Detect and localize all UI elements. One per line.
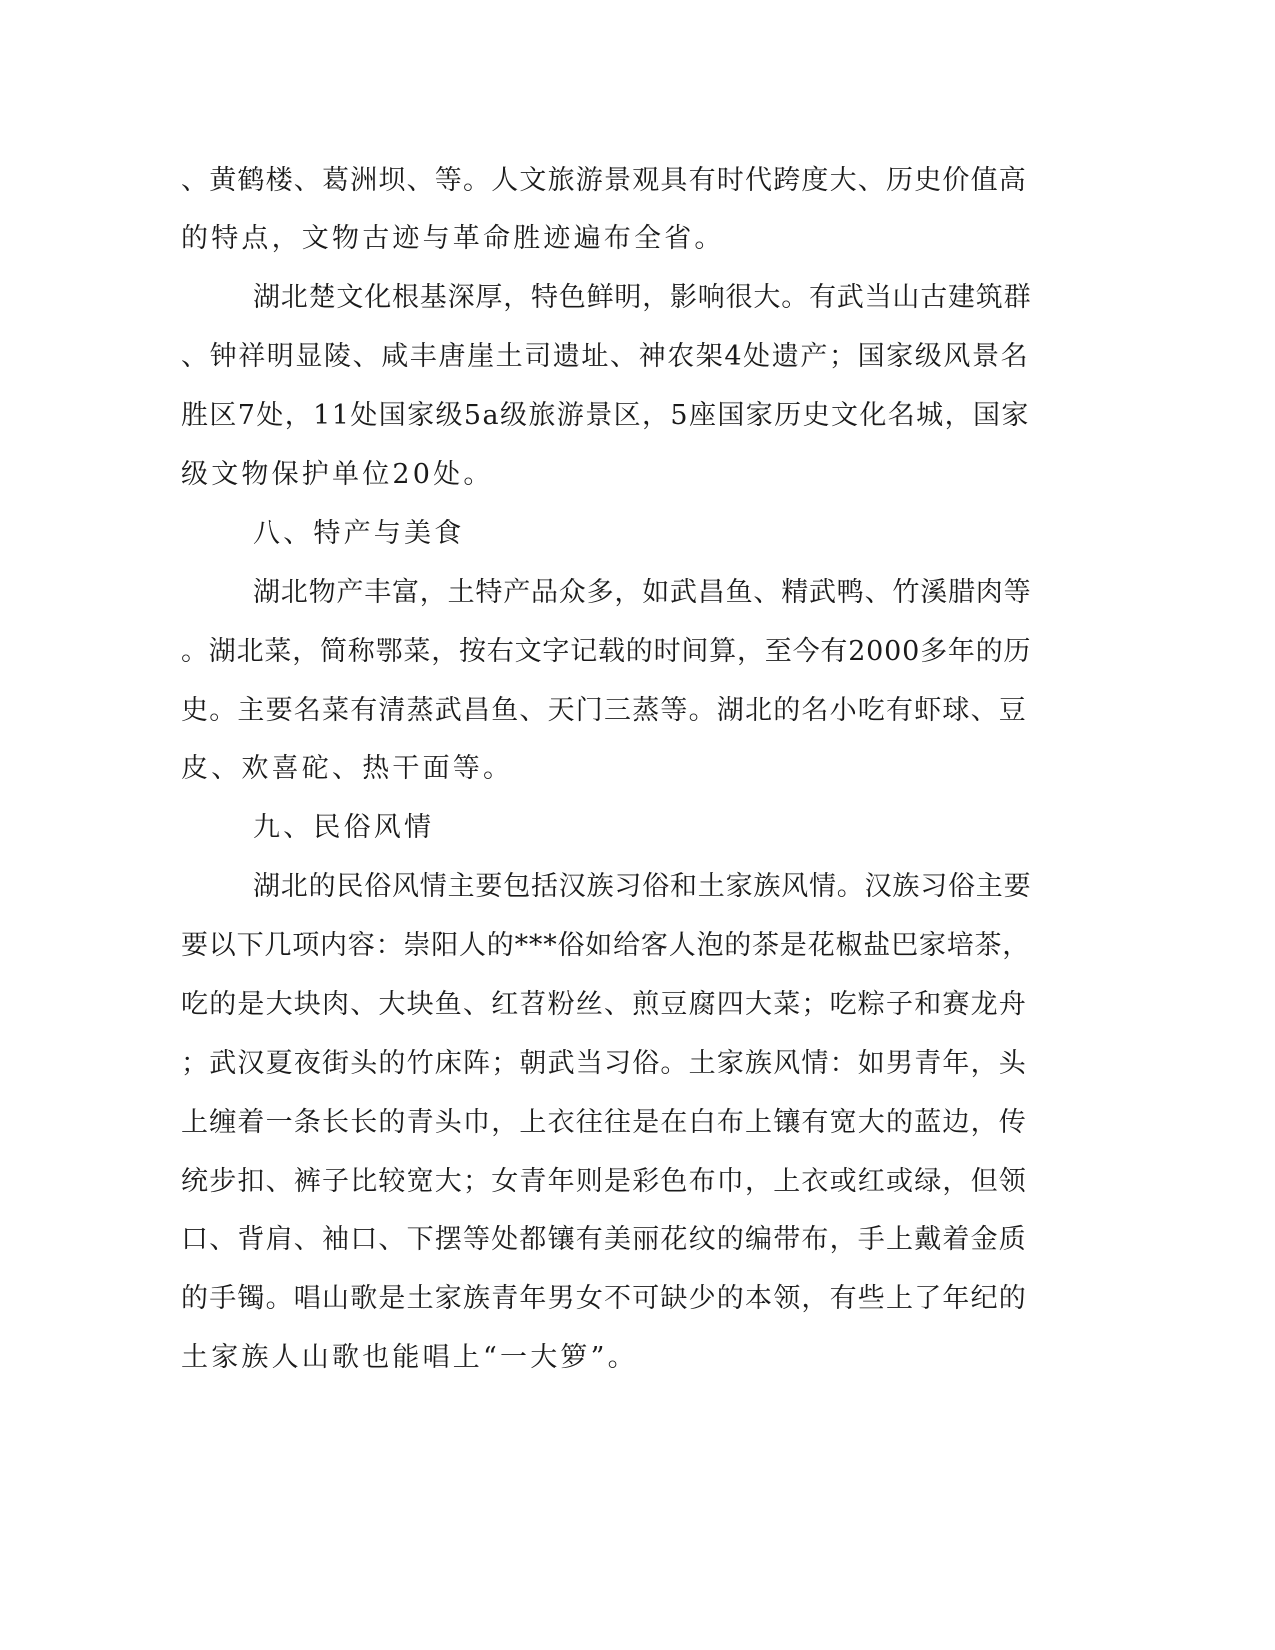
section-heading-9: 九、民俗风情 xyxy=(253,812,435,843)
paragraph-3-line-1: 湖北物产丰富，土特产品众多，如武昌鱼、精武鸭、竹溪腊肉等 xyxy=(253,577,1032,608)
paragraph-4-line-6: 统步扣、裤子比较宽大；女青年则是彩色布巾，上衣或红或绿，但领 xyxy=(181,1166,1027,1197)
paragraph-4-line-9: 土家族人山歌也能唱上“一大箩”。 xyxy=(181,1342,638,1373)
paragraph-3-line-3: 史。主要名菜有清蒸武昌鱼、天门三蒸等。湖北的名小吃有虾球、豆 xyxy=(181,695,1027,726)
paragraph-1-line-2: 的特点，文物古迹与革命胜迹遍布全省。 xyxy=(181,223,725,254)
section-heading-8: 八、特产与美食 xyxy=(253,518,465,549)
paragraph-2-line-1: 湖北楚文化根基深厚，特色鲜明，影响很大。有武当山古建筑群 xyxy=(253,282,1032,313)
paragraph-4-line-1: 湖北的民俗风情主要包括汉族习俗和土家族风情。汉族习俗主要 xyxy=(253,871,1032,902)
paragraph-4-line-5: 上缠着一条长长的青头巾，上衣往往是在白布上镶有宽大的蓝边，传 xyxy=(181,1107,1027,1138)
paragraph-4-line-3: 吃的是大块肉、大块鱼、红苕粉丝、煎豆腐四大菜；吃粽子和赛龙舟 xyxy=(181,989,1027,1020)
paragraph-4-line-8: 的手镯。唱山歌是土家族青年男女不可缺少的本领，有些上了年纪的 xyxy=(181,1283,1027,1314)
paragraph-2-line-3: 胜区7处，11处国家级5a级旅游景区，5座国家历史文化名城，国家 xyxy=(181,400,1030,431)
paragraph-4-line-4: ；武汉夏夜街头的竹床阵；朝武当习俗。土家族风情：如男青年，头 xyxy=(181,1048,1027,1079)
paragraph-3-line-2: 。湖北菜，简称鄂菜，按右文字记载的时间算，至今有2000多年的历 xyxy=(181,636,1032,667)
paragraph-2-line-4: 级文物保护单位20处。 xyxy=(181,459,494,490)
paragraph-4-line-7: 口、背肩、袖口、下摆等处都镶有美丽花纹的编带布，手上戴着金质 xyxy=(181,1224,1027,1255)
paragraph-3-line-4: 皮、欢喜砣、热干面等。 xyxy=(181,753,514,784)
paragraph-2-line-2: 、钟祥明显陵、咸丰唐崖土司遗址、神农架4处遗产；国家级风景名 xyxy=(181,341,1030,372)
paragraph-4-line-2: 要以下几项内容：崇阳人的***俗如给客人泡的茶是花椒盐巴家培茶， xyxy=(181,930,1031,961)
paragraph-1-line-1: 、黄鹤楼、葛洲坝、等。人文旅游景观具有时代跨度大、历史价值高 xyxy=(181,165,1027,196)
